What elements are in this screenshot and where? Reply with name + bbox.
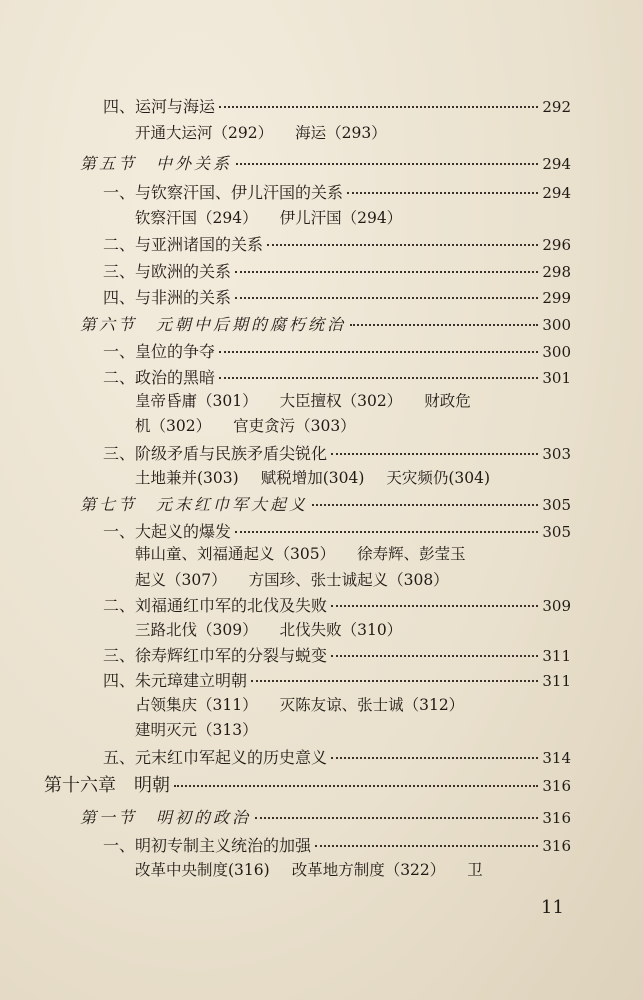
toc-entry-page: 301 (542, 369, 571, 387)
toc-subentries (135, 717, 280, 743)
toc-entry-page: 299 (542, 289, 571, 307)
leader-dots (331, 757, 538, 759)
subentry: 北伐失败（310） (279, 621, 403, 639)
toc-entry-page: 311 (542, 647, 571, 665)
toc-subentries (135, 205, 424, 231)
leader-dots (331, 655, 538, 657)
subentry: 韩山童、刘福通起义（305） (135, 545, 336, 563)
toc-entry-title: 一、与钦察汗国、伊儿汗国的关系 (103, 183, 344, 202)
toc-entry-page: 296 (542, 236, 571, 254)
subentry: 天灾频仍(304) (386, 469, 491, 487)
subentry: 灭陈友谅、张士诚（312） (279, 696, 465, 714)
toc-entry-title: 三、徐寿辉红巾军的分裂与蜕变 (103, 646, 328, 665)
toc-row (103, 180, 571, 203)
toc-subentries (135, 617, 424, 643)
toc-entry-title: 一、明初专制主义统治的加强 (103, 836, 312, 855)
toc-entry-title: 二、政治的黑暗 (103, 368, 216, 387)
subentry: 皇帝昏庸（301） (135, 392, 258, 410)
toc-section-row (80, 151, 571, 174)
toc-entry-page: 316 (542, 777, 571, 795)
toc-entry-title: 四、运河与海运 (103, 97, 216, 116)
toc-entry-title: 二、与亚洲诸国的关系 (103, 235, 264, 254)
subentry: 赋税增加(304) (260, 469, 365, 487)
section-title: 第七节 元末红巾军大起义 (80, 495, 309, 514)
toc-subentries (135, 413, 378, 439)
subentry: 卫 (467, 861, 483, 879)
toc-row (103, 232, 571, 255)
subentry: 建明灭元（313） (135, 721, 258, 739)
toc-subentries (135, 120, 409, 146)
subentry: 官吏贪污（303） (233, 417, 356, 435)
toc-subentries (135, 541, 488, 567)
subentry: 财政危 (424, 392, 471, 410)
subentry: 钦察汗国（294） (135, 209, 258, 227)
leader-dots (347, 192, 538, 194)
toc-entry-page: 309 (542, 597, 571, 615)
toc-entry-title: 一、大起义的爆发 (103, 522, 232, 541)
toc-row (103, 285, 571, 308)
toc-row (103, 593, 571, 616)
toc-row (103, 833, 571, 856)
leader-dots (219, 377, 538, 379)
toc-section-row (80, 492, 571, 515)
leader-dots (350, 324, 538, 326)
leader-dots (235, 531, 538, 533)
toc-row (103, 365, 571, 388)
toc-entry-title: 二、刘福通红巾军的北伐及失败 (103, 596, 328, 615)
toc-entry-title: 三、与欧洲的关系 (103, 262, 232, 281)
section-title: 第六节 元朝中后期的腐朽统治 (80, 315, 347, 334)
toc-row (103, 94, 571, 117)
toc-entry-page: 294 (542, 184, 571, 202)
leader-dots (267, 244, 538, 246)
subentry: 起义（307） (135, 571, 227, 589)
toc-entry-title: 三、阶级矛盾与民族矛盾尖锐化 (103, 444, 328, 463)
leader-dots (331, 605, 538, 607)
toc-entry-page: 294 (542, 155, 571, 173)
toc-entry-page: 305 (542, 523, 571, 541)
toc-entry-page: 316 (542, 837, 571, 855)
toc-subentries (135, 857, 505, 883)
toc-section-row (80, 312, 571, 335)
toc-entry-page: 303 (542, 445, 571, 463)
page-number: 11 (541, 897, 564, 918)
toc-subentries (135, 388, 493, 414)
subentry: 占领集庆（311） (135, 696, 258, 714)
subentry: 徐寿辉、彭莹玉 (357, 545, 466, 563)
toc-entry-page: 298 (542, 263, 571, 281)
leader-dots (219, 106, 538, 108)
subentry: 开通大运河（292） (135, 124, 274, 142)
toc-entry-page: 300 (542, 316, 571, 334)
subentry: 方国珍、张士诚起义（308） (248, 571, 449, 589)
toc-entry-page: 311 (542, 672, 571, 690)
toc-entry-title: 一、皇位的争夺 (103, 342, 216, 361)
subentry: 海运（293） (295, 124, 387, 142)
subentry: 机（302） (135, 417, 212, 435)
toc-subentries (135, 567, 471, 593)
leader-dots (312, 504, 538, 506)
toc-entry-page: 305 (542, 496, 571, 514)
toc-entry-title: 五、元末红巾军起义的历史意义 (103, 748, 328, 767)
toc-row (103, 441, 571, 464)
chapter-title: 第十六章 明朝 (44, 775, 170, 796)
toc-entry-title: 四、与非洲的关系 (103, 288, 232, 307)
toc-entry-page: 314 (542, 749, 571, 767)
subentry: 伊儿汗国（294） (279, 209, 403, 227)
leader-dots (315, 845, 538, 847)
toc-entry-page: 300 (542, 343, 571, 361)
toc-chapter-row (44, 771, 571, 797)
leader-dots (174, 785, 538, 787)
subentry: 土地兼并(303) (135, 469, 239, 487)
leader-dots (236, 163, 538, 165)
toc-row (103, 745, 571, 768)
leader-dots (331, 453, 538, 455)
leader-dots (255, 817, 538, 819)
leader-dots (235, 271, 538, 273)
leader-dots (219, 351, 538, 353)
section-title: 第五节 中外关系 (80, 154, 233, 173)
leader-dots (251, 680, 538, 682)
toc-row (103, 668, 571, 691)
toc-subentries (135, 692, 486, 718)
toc-entry-title: 四、朱元璋建立明朝 (103, 671, 248, 690)
subentry: 三路北伐（309） (135, 621, 258, 639)
toc-row (103, 519, 571, 542)
toc-row (103, 339, 571, 362)
toc-row (103, 643, 571, 666)
toc-row (103, 259, 571, 282)
toc-subentries (135, 465, 512, 491)
subentry: 大臣擅权（302） (279, 392, 403, 410)
subentry: 改革地方制度（322） (291, 861, 446, 879)
toc-entry-page: 292 (542, 98, 571, 116)
section-title: 第一节 明初的政治 (80, 808, 252, 827)
toc-entry-page: 316 (542, 809, 571, 827)
subentry: 改革中央制度(316) (135, 861, 270, 879)
toc-section-row (80, 805, 571, 828)
leader-dots (235, 297, 538, 299)
